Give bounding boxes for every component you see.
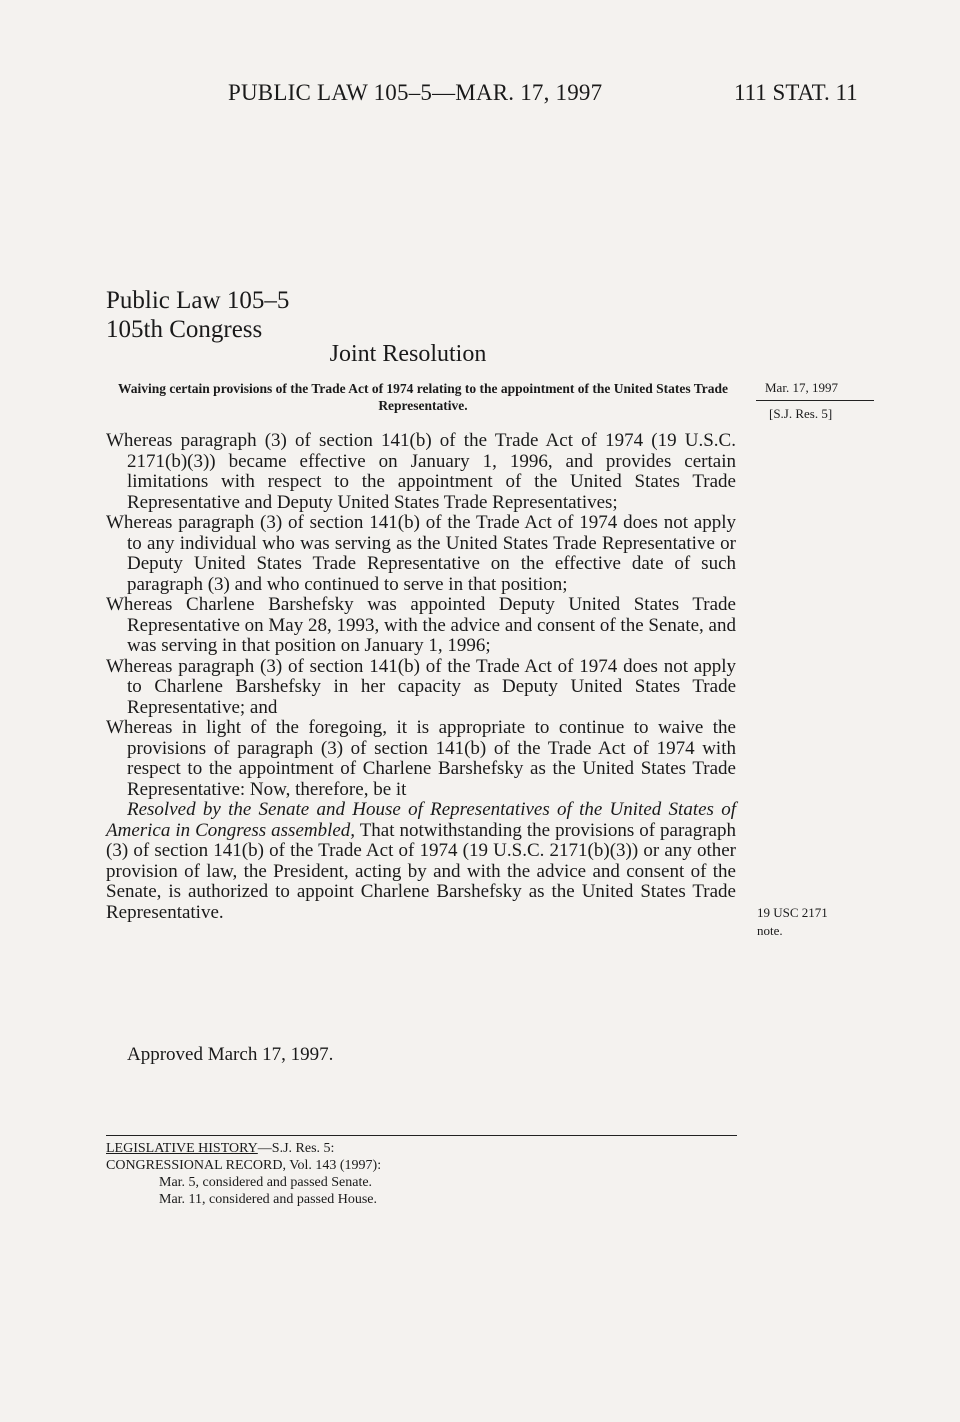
congress-number: 105th Congress xyxy=(106,316,263,343)
approval-date: Approved March 17, 1997. xyxy=(127,1044,334,1065)
history-heading-label: LEGISLATIVE HISTORY xyxy=(106,1141,258,1156)
history-divider xyxy=(106,1135,737,1136)
law-title-block xyxy=(106,286,289,344)
whereas-clause: Whereas paragraph (3) of section 141(b) of the Trade Act of 1974 does not apply to any individual who was serving as the United States Trade Representative or Deputy United States Trade Representative on the effective date of such paragraph (3) and who continued to serve in that position; xyxy=(106,512,736,595)
law-number: Public Law 105–5 xyxy=(106,287,290,314)
history-heading xyxy=(106,1140,381,1157)
whereas-clause: Whereas paragraph (3) of section 141(b) of the Trade Act of 1974 does not apply to Charlene Barshefsky in her capacity as Deputy United States Trade Representative; and xyxy=(106,655,736,718)
legislative-history xyxy=(106,1140,381,1208)
resolution-type: Joint Resolution xyxy=(329,341,487,367)
margin-divider xyxy=(756,400,874,401)
whereas-clause: Whereas Charlene Barshefsky was appointed Deputy United States Trade Representative on May 28, 1993, with the advice and consent of the Senate, and was serving in that position on January 1, 1996; xyxy=(106,594,736,656)
margin-bill-number: [S.J. Res. 5] xyxy=(769,406,833,421)
page-number: 111 STAT. 11 xyxy=(734,80,858,105)
history-entry: Mar. 5, considered and passed Senate. xyxy=(159,1175,373,1190)
whereas-clause: Whereas paragraph (3) of section 141(b) of the Trade Act of 1974 (19 U.S.C. 2171(b)(3)) became effective on January 1, 1996, and provides certain limitations with respect to the appointment of the United States Trade Representative and Deputy United States Trade Representatives; xyxy=(106,430,736,513)
resolving-text: That notwithstanding the provisions of paragraph (3) of section 141(b) of the Trade Act of 1974 (19 U.S.C. 2171(b)(3)) or any other provision of law, the President, acting by and with the advice and consent of the Senate, is authorized to appoint Charlene Barshefsky as the United States Trade Representative. xyxy=(106,819,736,923)
margin-date: Mar. 17, 1997 xyxy=(765,380,838,395)
usc-margin-note xyxy=(757,904,828,940)
history-heading-suffix: —S.J. Res. 5: xyxy=(257,1141,335,1156)
usc-note-label: note. xyxy=(757,923,783,938)
running-header: PUBLIC LAW 105–5—MAR. 17, 1997 xyxy=(228,80,603,105)
history-entry: Mar. 11, considered and passed House. xyxy=(159,1192,377,1207)
history-record: CONGRESSIONAL RECORD, Vol. 143 (1997): xyxy=(106,1158,382,1173)
usc-citation: 19 USC 2171 xyxy=(757,905,828,920)
resolving-clause xyxy=(106,800,736,923)
summary-text: Waiving certain provisions of the Trade Act of 1974 relating to the appointment of the United States Trade Representative. xyxy=(117,381,729,413)
resolution-body xyxy=(106,431,736,923)
whereas-clause: Whereas in light of the foregoing, it is appropriate to continue to waive the provisions of paragraph (3) of section 141(b) of the Trade Act of 1974 with respect to the appointment of Charlene Barshefsky as the United States Trade Representative: Now, therefore, be it xyxy=(106,717,736,800)
enacting-phrase: Resolved by the Senate and House of Representatives of the United States of America in Congress assembled, xyxy=(106,799,736,841)
